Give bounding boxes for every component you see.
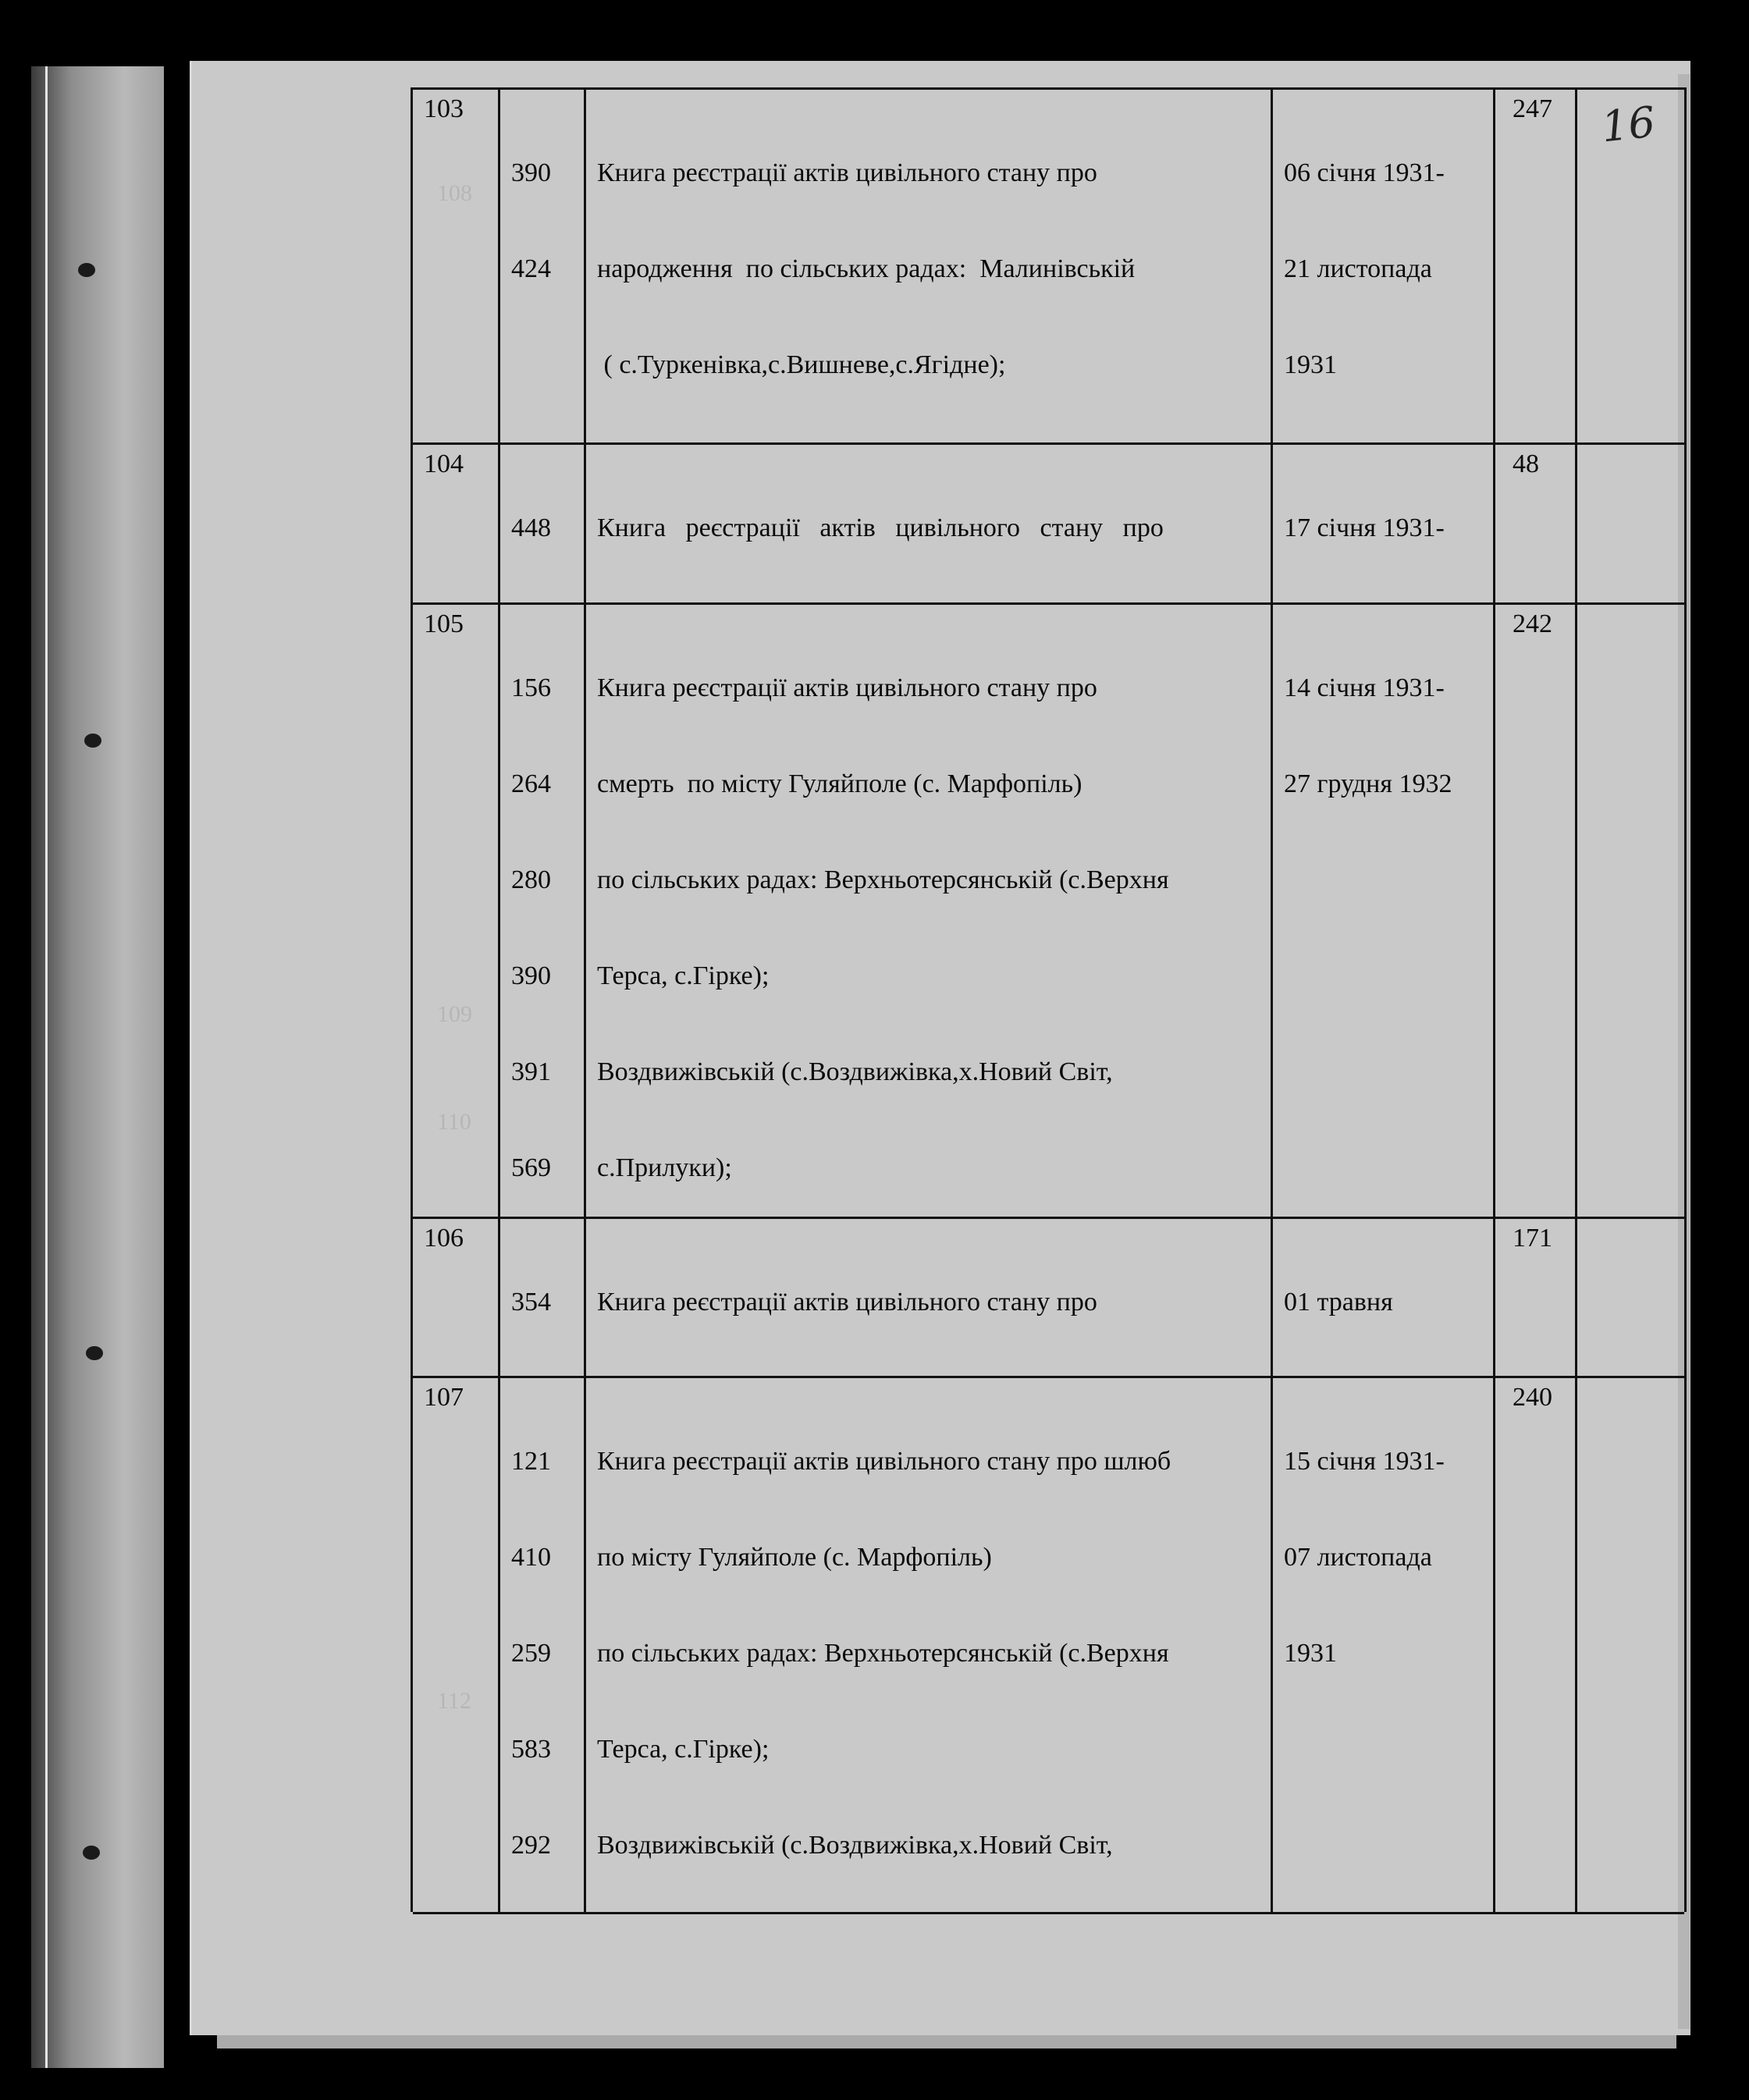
fund-number: 424 xyxy=(511,254,551,283)
date-line: 07 листопада xyxy=(1284,1543,1432,1572)
table-row xyxy=(413,1219,1684,1378)
table-row xyxy=(413,605,1684,1219)
date-line: 17 січня 1931- xyxy=(1284,513,1445,542)
page-count: 171 xyxy=(1495,1219,1577,1376)
notes-cell xyxy=(1577,1378,1687,1912)
bleed-through: 112 xyxy=(437,1688,471,1714)
record-description xyxy=(586,445,1273,602)
description-line: народження по сільських радах: Малинівській xyxy=(597,254,1136,283)
row-number: 107 xyxy=(413,1378,500,1912)
table-row xyxy=(413,445,1684,605)
description-line: смерть по місту Гуляйполе (с. Марфопіль) xyxy=(597,769,1082,798)
date-range xyxy=(1273,605,1495,1217)
row-number: 106 xyxy=(413,1219,500,1376)
page-count: 48 xyxy=(1495,445,1577,602)
fund-numbers xyxy=(500,90,586,442)
date-line: 06 січня 1931- xyxy=(1284,158,1445,187)
date-line: 01 травня xyxy=(1284,1288,1393,1316)
record-description xyxy=(586,605,1273,1217)
row-number: 105 xyxy=(413,605,500,1217)
binding-hole xyxy=(83,1846,100,1860)
description-line: Книга реєстрації актів цивільного стану про шлюб xyxy=(597,1447,1171,1476)
fund-numbers xyxy=(500,445,586,602)
binding-hole xyxy=(84,734,101,748)
description-line: Книга реєстрації актів цивільного стану про xyxy=(597,513,1164,542)
binding-strip xyxy=(31,66,164,2068)
fund-number: 121 xyxy=(511,1447,551,1476)
description-line: с.Прилуки); xyxy=(597,1153,732,1182)
fund-number: 391 xyxy=(511,1057,551,1086)
fund-number: 156 xyxy=(511,673,551,702)
date-line: 15 січня 1931- xyxy=(1284,1447,1445,1476)
date-line: 21 листопада xyxy=(1284,254,1432,283)
row-number: 103 xyxy=(413,90,500,442)
fund-number: 569 xyxy=(511,1153,551,1182)
fund-number: 259 xyxy=(511,1639,551,1668)
description-line: Воздвижівській (с.Воздвижівка,х.Новий Світ, xyxy=(597,1831,1113,1860)
fund-numbers xyxy=(500,605,586,1217)
fund-number: 390 xyxy=(511,961,551,990)
description-line: Терса, с.Гірке); xyxy=(597,961,770,990)
description-line: Терса, с.Гірке); xyxy=(597,1735,770,1764)
binding-hole xyxy=(86,1346,103,1360)
date-line: 1931 xyxy=(1284,350,1337,379)
description-line: Книга реєстрації актів цивільного стану про xyxy=(597,1288,1097,1316)
date-range xyxy=(1273,90,1495,442)
fund-number: 410 xyxy=(511,1543,551,1572)
fund-number: 448 xyxy=(511,513,551,542)
fund-number: 280 xyxy=(511,865,551,894)
notes-cell xyxy=(1577,605,1687,1217)
description-line: по сільських радах: Верхньотерсянській (с.Верхня xyxy=(597,1639,1169,1668)
handwritten-page-number: 16 xyxy=(1598,97,1658,152)
page-count: 247 xyxy=(1495,90,1577,442)
inventory-table xyxy=(411,87,1687,1912)
bleed-through: 109 xyxy=(437,1001,472,1027)
description-line: по місту Гуляйполе (с. Марфопіль) xyxy=(597,1543,992,1572)
description-line: Воздвижівській (с.Воздвижівка,х.Новий Світ, xyxy=(597,1057,1113,1086)
page-count: 240 xyxy=(1495,1378,1577,1912)
fund-number: 390 xyxy=(511,158,551,187)
fund-numbers xyxy=(500,1219,586,1376)
fund-number xyxy=(511,349,584,381)
bleed-through: 110 xyxy=(437,1109,471,1135)
description-line: по сільських радах: Верхньотерсянській (с.Верхня xyxy=(597,865,1169,894)
binding-hole xyxy=(78,263,95,277)
fund-numbers xyxy=(500,1378,586,1912)
date-line: 27 грудня 1932 xyxy=(1284,769,1452,798)
date-range xyxy=(1273,445,1495,602)
notes-cell xyxy=(1577,1219,1687,1376)
notes-cell xyxy=(1577,445,1687,602)
fund-number: 264 xyxy=(511,769,551,798)
description-line: Книга реєстрації актів цивільного стану про xyxy=(597,158,1097,187)
description-line: Книга реєстрації актів цивільного стану про xyxy=(597,673,1097,702)
bleed-through: 108 xyxy=(437,180,472,206)
row-number: 104 xyxy=(413,445,500,602)
date-line: 14 січня 1931- xyxy=(1284,673,1445,702)
page-count: 242 xyxy=(1495,605,1577,1217)
fund-number: 583 xyxy=(511,1735,551,1764)
table-row xyxy=(413,90,1684,445)
record-description xyxy=(586,90,1273,442)
description-line: ( с.Туркенівка,с.Вишневе,с.Ягідне); xyxy=(597,350,1006,379)
date-range xyxy=(1273,1378,1495,1912)
fund-number: 292 xyxy=(511,1831,551,1860)
table-row xyxy=(413,1378,1684,1914)
record-description xyxy=(586,1378,1273,1912)
record-description xyxy=(586,1219,1273,1376)
date-line: 1931 xyxy=(1284,1639,1337,1668)
fund-number: 354 xyxy=(511,1288,551,1316)
binding-edge xyxy=(45,66,48,2068)
date-range xyxy=(1273,1219,1495,1376)
